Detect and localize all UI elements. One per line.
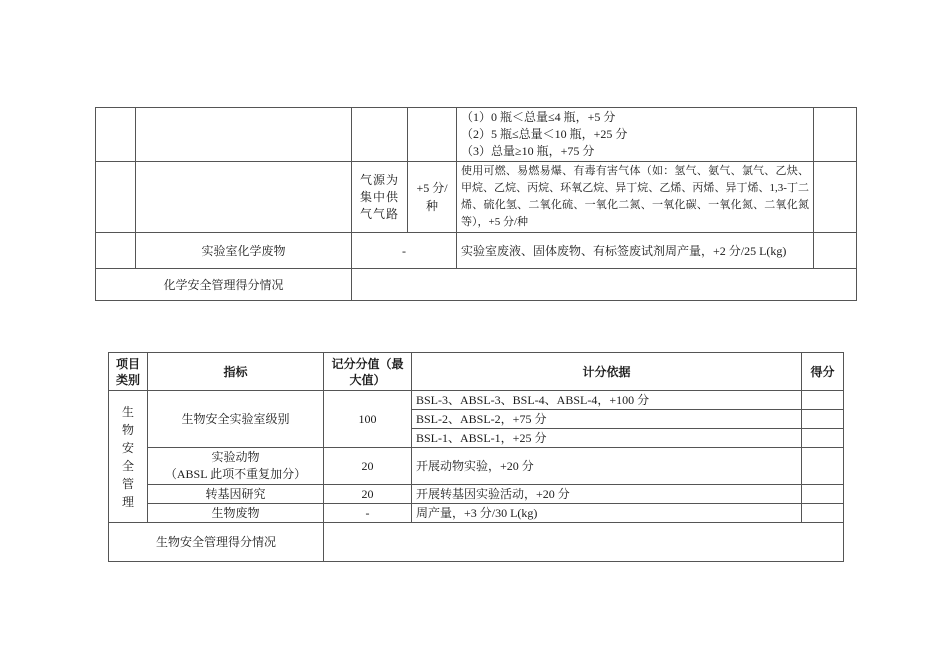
header-indicator: 指标 (148, 353, 324, 391)
lab-level-basis: BSL-1、ABSL-1，+25 分 (412, 429, 802, 448)
lab-level-basis: BSL-3、ABSL-3、BSL-4、ABSL-4，+100 分 (412, 391, 802, 410)
score-cell (814, 162, 857, 233)
transgenic-indicator: 转基因研究 (148, 485, 324, 504)
lab-animal-basis: 开展动物实验，+20 分 (412, 448, 802, 485)
blank-cell (136, 162, 352, 233)
score-cell (802, 485, 844, 504)
score-cell (802, 504, 844, 523)
chemical-waste-score: - (352, 233, 457, 269)
score-cell (802, 391, 844, 410)
score-cell (814, 108, 857, 162)
blank-cell (96, 162, 136, 233)
gas-score: +5 分/种 (408, 162, 457, 233)
blank-cell (96, 233, 136, 269)
lab-level-indicator: 生物安全实验室级别 (148, 391, 324, 448)
header-category: 项目类别 (109, 353, 148, 391)
biosafety-table (108, 352, 844, 562)
lab-level-basis: BSL-2、ABSL-2，+75 分 (412, 410, 802, 429)
score-cell (802, 429, 844, 448)
gas-basis: 使用可燃、易燃易爆、有毒有害气体（如：氢气、氨气、氯气、乙炔、甲烷、乙烷、丙烷、环氧乙烷、异丁烷、乙烯、丙烯、异丁烯、1,3-丁二烯、硫化氢、二氧化硫、一氧化二氮、一氧化碳、一氧化氮、二氧化氮等），+5 分/种 (457, 162, 814, 233)
bio-category: 生物安全管理 (109, 391, 148, 523)
chemical-safety-table (95, 107, 857, 301)
chemical-waste-label: 实验室化学废物 (136, 233, 352, 269)
header-score: 得分 (802, 353, 844, 391)
bio-summary-label: 生物安全管理得分情况 (109, 523, 324, 562)
chemical-waste-basis: 实验室废液、固体废物、有标签废试剂周产量，+2 分/25 L(kg) (457, 233, 814, 269)
bio-summary-value (324, 523, 844, 562)
blank-cell (136, 108, 352, 162)
score-cell (802, 448, 844, 485)
lab-level-max: 100 (324, 391, 412, 448)
header-basis: 计分依据 (412, 353, 802, 391)
condition-line: （2）5 瓶≤总量＜10 瓶，+25 分 (461, 127, 628, 141)
blank-cell (408, 108, 457, 162)
transgenic-max: 20 (324, 485, 412, 504)
chemical-summary-label: 化学安全管理得分情况 (96, 269, 352, 301)
bio-waste-indicator: 生物废物 (148, 504, 324, 523)
blank-cell (352, 108, 408, 162)
lab-animal-line1: 实验动物 (211, 450, 260, 464)
cylinder-conditions (457, 108, 814, 162)
bio-waste-max: - (324, 504, 412, 523)
lab-animal-indicator (148, 448, 324, 485)
condition-line: （3）总量≥10 瓶，+75 分 (461, 144, 595, 158)
blank-cell (96, 108, 136, 162)
score-cell (814, 233, 857, 269)
score-cell (802, 410, 844, 429)
gas-source-label: 气源为集中供气气路 (352, 162, 408, 233)
header-max-score: 记分分值（最大值） (324, 353, 412, 391)
transgenic-basis: 开展转基因实验活动，+20 分 (412, 485, 802, 504)
lab-animal-line2: （ABSL 此项不重复加分） (164, 467, 307, 481)
condition-line: （1）0 瓶＜总量≤4 瓶，+5 分 (461, 110, 616, 124)
bio-waste-basis: 周产量，+3 分/30 L(kg) (412, 504, 802, 523)
chemical-summary-value (352, 269, 857, 301)
lab-animal-max: 20 (324, 448, 412, 485)
